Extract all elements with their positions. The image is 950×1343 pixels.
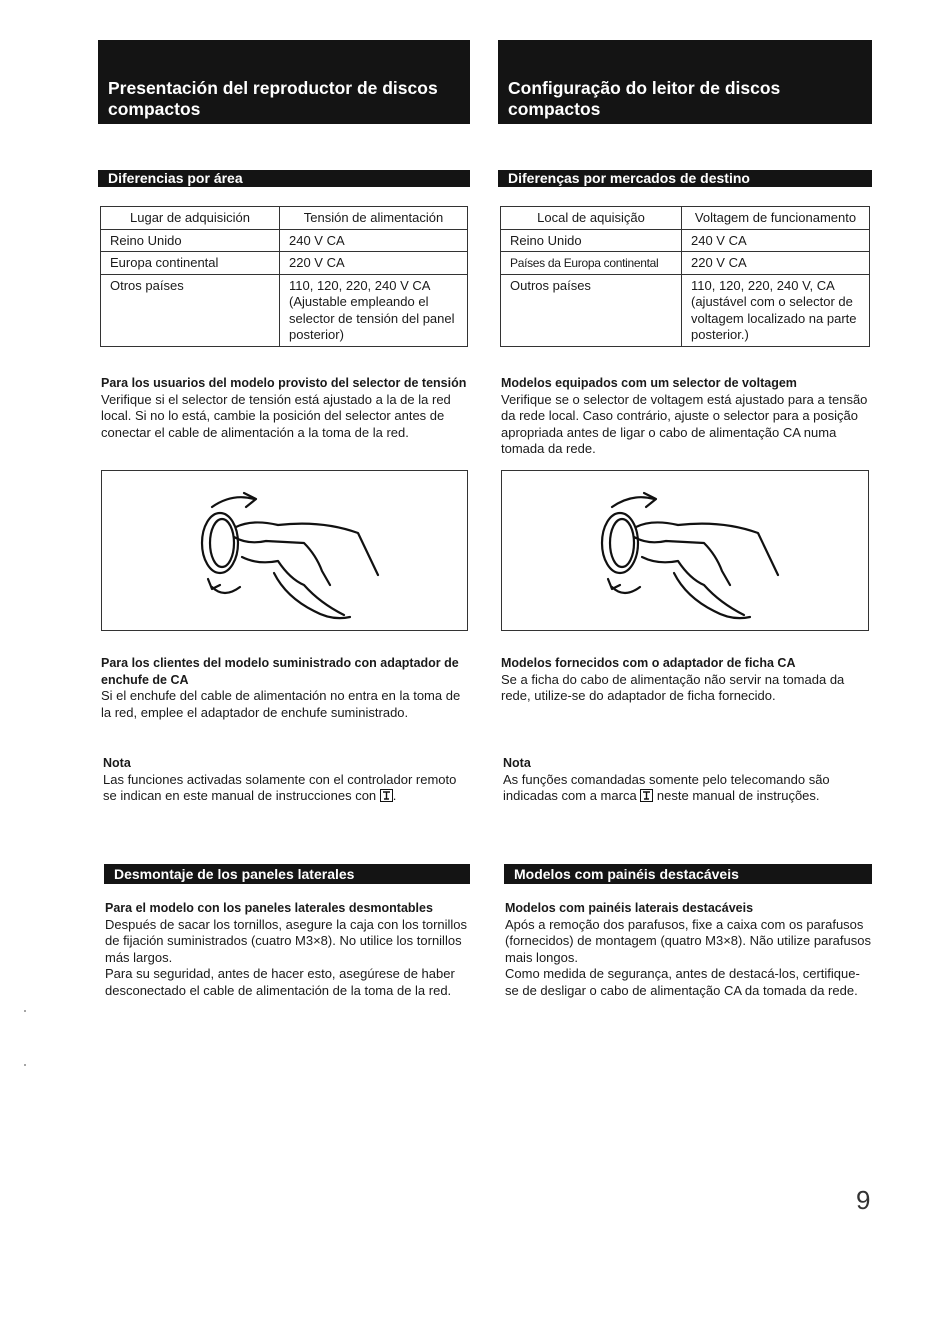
section-heading-market-differences: Diferenças por mercados de destino	[498, 170, 872, 187]
selector-text: Verifique se o selector de voltagem está ajustado para a tensão da rede local. Caso contrário, ajuste o selector para a posição apropriada antes de ligar o cabo de alimentação CA numa tomada da rede.	[501, 391, 868, 457]
table-cell: 110, 120, 220, 240 V, CA (ajustável com o selector de voltagem localizado na parte posterior.)	[682, 274, 870, 346]
table-row	[501, 252, 870, 275]
adaptor-text: Se a ficha do cabo de alimentação não servir na tomada da rede, utilize-se do adaptador de ficha fornecido.	[501, 671, 845, 704]
table-row	[501, 274, 870, 346]
table-row	[101, 274, 468, 346]
panels-text: Para su seguridad, antes de hacer esto, asegúrese de haber desconectado el cable de alimentación de la toma de la red.	[105, 966, 455, 998]
table-cell: Outros países	[501, 274, 682, 346]
selector-section	[501, 375, 872, 458]
adaptor-heading: Modelos fornecidos com o adaptador de ficha CA	[501, 656, 796, 670]
adaptor-text: Si el enchufe del cable de alimentación no entra en la toma de la red, emplee el adaptador de enchufe suministrado.	[101, 688, 461, 720]
remote-mark-icon	[380, 789, 393, 802]
page-title: Presentación del reproductor de discos compactos	[98, 40, 470, 124]
adaptor-section	[101, 655, 470, 721]
panels-text: Após a remoção dos parafusos, fixe a caixa com os parafusos (fornecidos) de montagem (quatro M3×8). Não utilize parafusos mais longos.	[505, 916, 871, 965]
table-header: Local de aquisição	[501, 207, 682, 230]
section-heading-side-panels: Desmontaje de los paneles laterales	[104, 864, 470, 884]
page-number: 9	[856, 1185, 871, 1215]
note-section	[103, 755, 470, 805]
voltage-table	[500, 206, 870, 347]
note-text: As funções comandadas somente pelo telecomando são indicadas com a marca neste manual de instruções.	[503, 771, 830, 804]
page-title: Configuração do leitor de discos compactos	[498, 40, 872, 124]
voltage-selector-illustration	[501, 470, 869, 631]
adaptor-heading: Para los clientes del modelo suministrado con adaptador de enchufe de CA	[101, 656, 459, 687]
table-cell: 240 V CA	[682, 229, 870, 252]
selector-heading: Modelos equipados com um selector de voltagem	[501, 376, 797, 390]
table-row	[101, 252, 468, 275]
panels-heading: Modelos com painéis laterais destacáveis	[505, 901, 754, 915]
hand-turning-selector-icon	[582, 475, 792, 627]
selector-section	[101, 375, 470, 441]
table-cell: Reino Unido	[101, 229, 280, 252]
table-header: Lugar de adquisición	[101, 207, 280, 230]
scan-speck	[24, 1064, 26, 1066]
section-heading-detachable-panels: Modelos com painéis destacáveis	[504, 864, 872, 884]
table-cell: 220 V CA	[682, 252, 870, 275]
table-header-row	[501, 207, 870, 230]
table-row	[501, 229, 870, 252]
hand-turning-selector-icon	[182, 475, 392, 627]
selector-text: Verifique si el selector de tensión está ajustado a la de la red local. Si no lo está, cambie la posición del selector antes de conectar el cable de alimentación a la toma de la red.	[101, 391, 451, 440]
table-cell: 240 V CA	[280, 229, 468, 252]
table-header: Tensión de alimentación	[280, 207, 468, 230]
table-cell: Reino Unido	[501, 229, 682, 252]
remote-mark-icon	[640, 789, 653, 802]
adaptor-section	[501, 655, 872, 705]
panels-section	[505, 900, 872, 1000]
table-header-row	[101, 207, 468, 230]
table-cell: Europa continental	[101, 252, 280, 275]
table-row	[101, 229, 468, 252]
table-cell: Países da Europa continental	[501, 252, 682, 275]
selector-heading: Para los usuarios del modelo provisto del selector de tensión	[101, 376, 467, 390]
note-heading: Nota	[503, 756, 531, 770]
panels-heading: Para el modelo con los paneles laterales desmontables	[105, 901, 433, 915]
note-heading: Nota	[103, 756, 131, 770]
note-text: Las funciones activadas solamente con el controlador remoto se indican en este manual de instrucciones con .	[103, 771, 457, 804]
table-cell: 220 V CA	[280, 252, 468, 275]
section-heading-area-differences: Diferencias por área	[98, 170, 470, 187]
voltage-selector-illustration	[101, 470, 468, 631]
panels-section	[105, 900, 470, 1000]
table-cell: 110, 120, 220, 240 V CA (Ajustable empleando el selector de tensión del panel posterior)	[280, 274, 468, 346]
voltage-table	[100, 206, 468, 347]
note-section	[503, 755, 872, 805]
panels-text: Como medida de segurança, antes de destacá-los, certifique-se de desligar o cabo de alimentação CA da tomada da rede.	[505, 966, 860, 998]
scan-speck	[24, 1010, 26, 1012]
table-cell: Otros países	[101, 274, 280, 346]
panels-text: Después de sacar los tornillos, asegure la caja con los tornillos de fijación suministrados (cuatro M3×8). No utilice los tornillos más largos.	[105, 916, 468, 965]
table-header: Voltagem de funcionamento	[682, 207, 870, 230]
